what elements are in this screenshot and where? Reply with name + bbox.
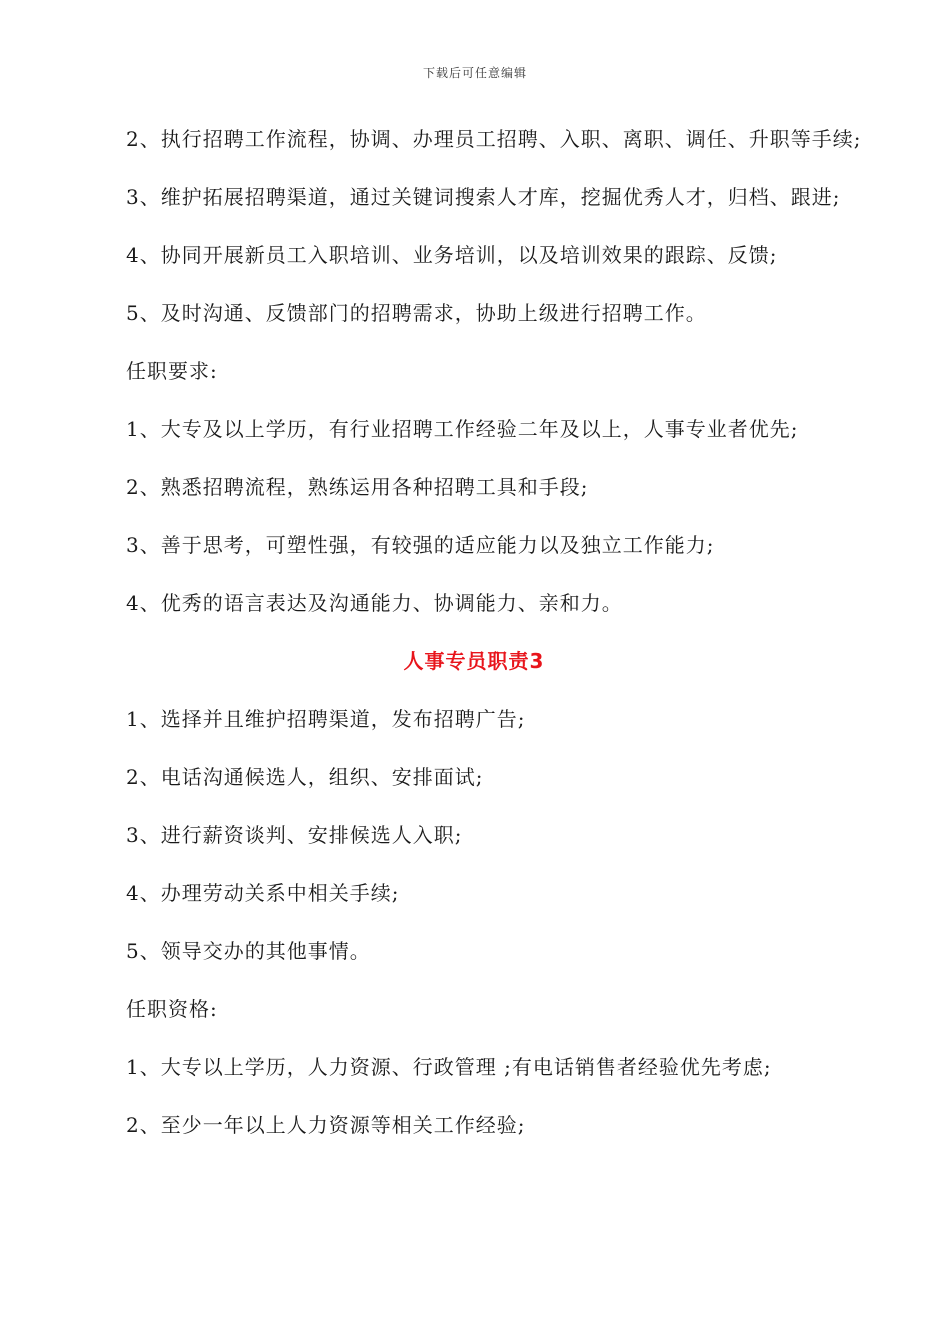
subheading-qualifications: 任职资格: — [126, 997, 218, 1021]
paragraph: 3、善于思考，可塑性强，有较强的适应能力以及独立工作能力; — [126, 533, 715, 557]
paragraph: 4、办理劳动关系中相关手续; — [126, 881, 400, 905]
section-title: 人事专员职责3 — [403, 649, 545, 673]
paragraph: 1、大专及以上学历，有行业招聘工作经验二年及以上，人事专业者优先; — [126, 417, 799, 441]
paragraph: 1、选择并且维护招聘渠道，发布招聘广告; — [126, 707, 526, 731]
paragraph: 5、领导交办的其他事情。 — [126, 939, 371, 963]
subheading-requirements: 任职要求: — [126, 359, 218, 383]
paragraph: 5、及时沟通、反馈部门的招聘需求，协助上级进行招聘工作。 — [126, 301, 707, 325]
paragraph: 2、执行招聘工作流程，协调、办理员工招聘、入职、离职、调任、升职等手续; — [126, 127, 862, 151]
paragraph: 3、维护拓展招聘渠道，通过关键词搜索人才库，挖掘优秀人才，归档、跟进; — [126, 185, 841, 209]
paragraph: 2、熟悉招聘流程，熟练运用各种招聘工具和手段; — [126, 475, 589, 499]
paragraph: 4、优秀的语言表达及沟通能力、协调能力、亲和力。 — [126, 591, 623, 615]
paragraph: 4、协同开展新员工入职培训、业务培训，以及培训效果的跟踪、反馈; — [126, 243, 778, 267]
paragraph: 1、大专以上学历，人力资源、行政管理 ;有电话销售者经验优先考虑; — [126, 1055, 772, 1079]
paragraph: 2、电话沟通候选人，组织、安排面试; — [126, 765, 484, 789]
paragraph: 2、至少一年以上人力资源等相关工作经验; — [126, 1113, 526, 1137]
page-header: 下载后可任意编辑 — [422, 66, 527, 80]
paragraph: 3、进行薪资谈判、安排候选人入职; — [126, 823, 463, 847]
document-body — [86, 120, 862, 1164]
